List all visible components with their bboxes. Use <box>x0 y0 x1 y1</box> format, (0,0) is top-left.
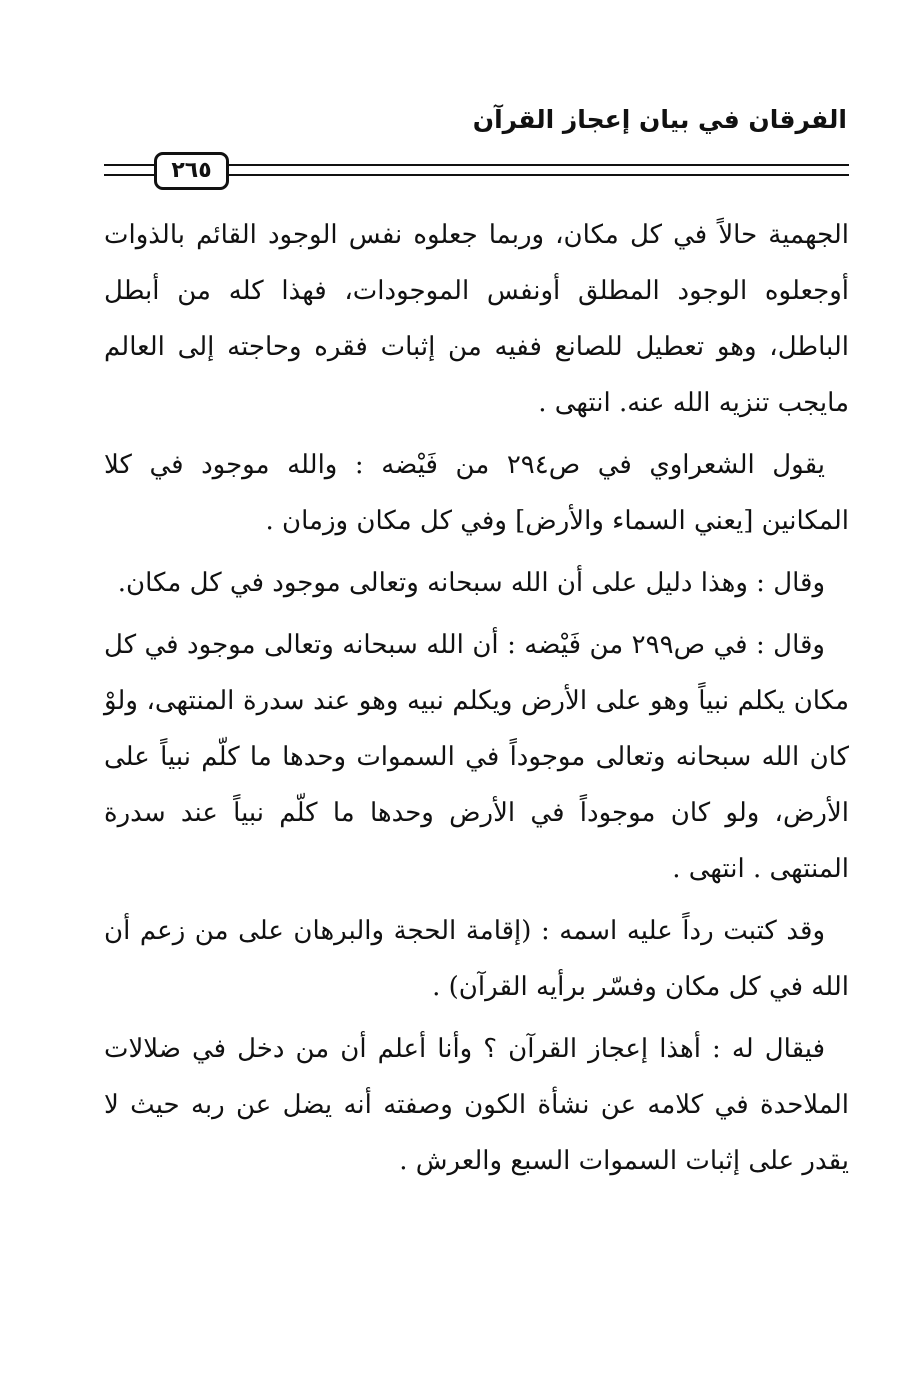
paragraph-2: يقول الشعراوي في ص٢٩٤ من فَيْضه : والله موجود في كلا المكانين [يعني السماء والأرض] وفي كل مكان وزمان . <box>104 450 849 536</box>
paragraph-4: وقال : في ص٢٩٩ من فَيْضه : أن الله سبحانه وتعالى موجود في كل مكان يكلم نبياً وهو على الأرض ويكلم نبيه وهو عند سدرة المنتهى، ولوْ كان الله سبحانه وتعالى موجوداً في السموات وحدها ما كلّم نبياً على الأرض، ولو كان موجوداً في الأرض وحدها ما كلّم نبياً عند سدرة المنتهى . انتهى . <box>104 630 849 884</box>
paragraph-5: وقد كتبت رداً عليه اسمه : (إقامة الحجة والبرهان على من زعم أن الله في كل مكان وفسّر برأيه القرآن) . <box>104 916 849 1002</box>
running-title: الفرقان في بيان إعجاز القرآن <box>472 105 847 134</box>
paragraph-3: وقال : وهذا دليل على أن الله سبحانه وتعالى موجود في كل مكان. <box>117 568 825 598</box>
rule-line <box>104 164 154 166</box>
rule-line <box>104 174 154 176</box>
header-rule <box>104 152 849 196</box>
rule-line <box>229 164 849 166</box>
paragraph-1: الجهمية حالاً في كل مكان، وربما جعلوه نفس الوجود القائم بالذوات أوجعلوه الوجود المطلق أونفس الموجودات، فهذا كله من أبطل الباطل، وهو تعطيل للصانع ففيه من إثبات فقره وحاجته إلى العالم مايجب تنزيه الله عنه. انتهى . <box>104 220 849 418</box>
rule-line <box>229 174 849 176</box>
paragraph-6: فيقال له : أهذا إعجاز القرآن ؟ وأنا أعلم أن من دخل في ضلالات الملاحدة في كلامه عن نشأة الكون وصفته أنه يضل عن ربه حيث لا يقدر على إثبات السموات السبع والعرش . <box>104 1034 849 1176</box>
page-number: ٢٦٥ <box>154 152 229 190</box>
body-text <box>104 207 849 1195</box>
